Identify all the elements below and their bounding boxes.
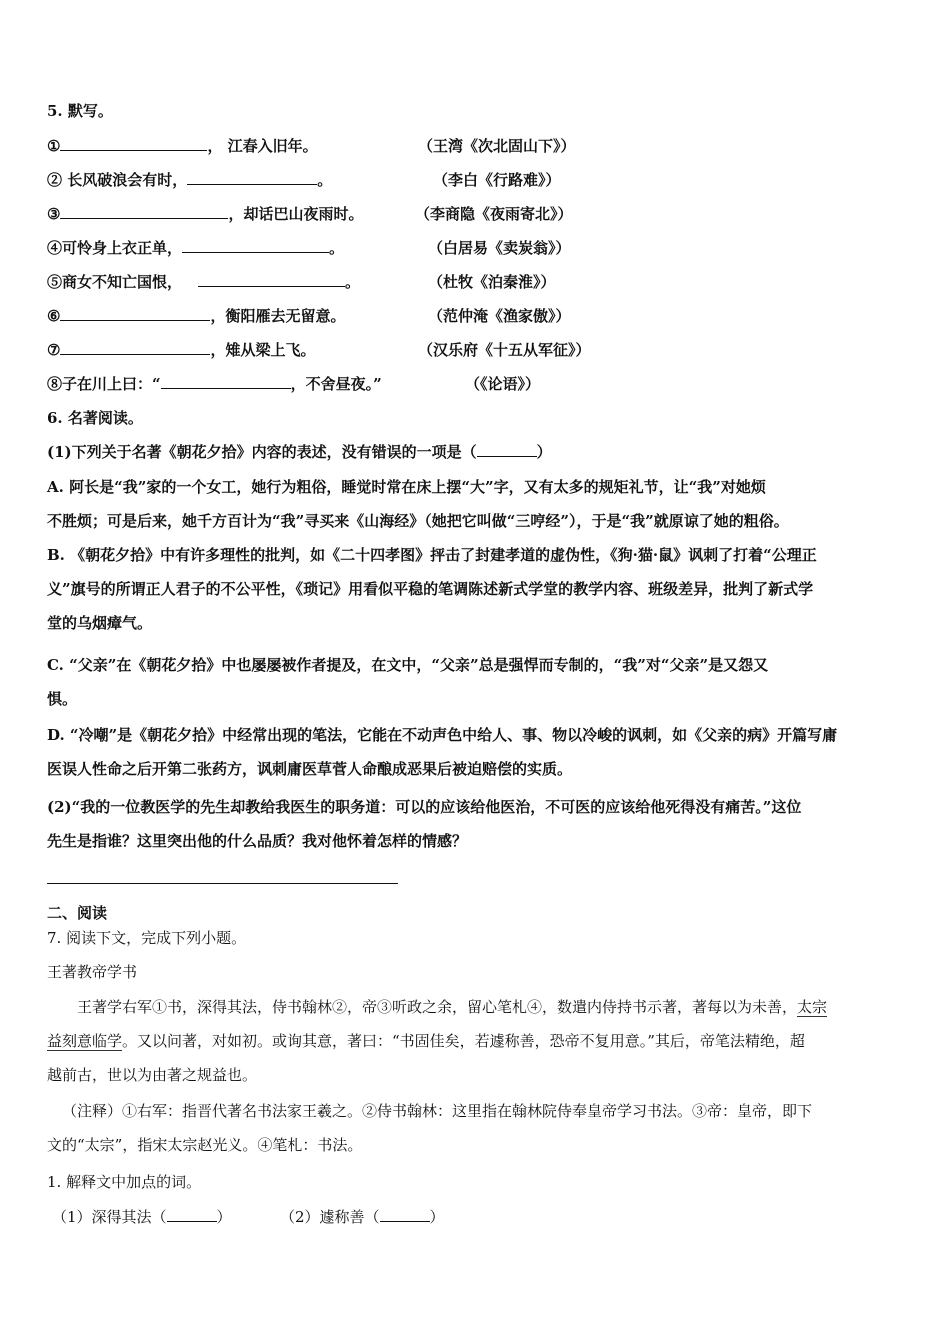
q5-item-3 [47, 204, 363, 224]
answer-blank[interactable] [477, 442, 537, 457]
q5-item-5-text: 。 [345, 273, 361, 291]
q5-item-4 [47, 238, 344, 258]
q6-option-b-line: B. 《朝花夕拾》中有许多理性的批判，如《二十四孝图》抨击了封建孝道的虚伪性，《狗·猫·鼠》讽刺了打着“公理正 [47, 546, 817, 564]
q5-item-3-source: （李商隐《夜雨寄北》） [415, 205, 573, 223]
q5-item-1-prefix: ① [47, 137, 61, 155]
q6-option-a-line: 不胜烦；可是后来，她千方百计为“我”寻买来《山海经》（她把它叫做“三哼经”），于是“我”就原谅了她的粗俗。 [47, 512, 789, 530]
passage-line-2 [47, 1024, 907, 1058]
q6-option-a-line: A. 阿长是“我”家的一个女工，她行为粗俗，睡觉时常在床上摆“大”字，又有太多的规矩礼节，让“我”对她烦 [47, 478, 766, 496]
section-2-title: 二、阅读 [47, 904, 108, 922]
q6-option-a[interactable] [47, 470, 907, 538]
notes [47, 1094, 907, 1162]
q6-option-c-line: 惧。 [47, 690, 78, 708]
q5-item-4-source: （白居易《卖炭翁》） [428, 239, 571, 257]
passage [47, 990, 907, 1092]
q5-item-6 [47, 306, 345, 326]
q5-item-1-source: （王湾《次北固山下》） [418, 137, 576, 155]
q5-item-6-prefix: ⑥ [47, 307, 61, 325]
q5-item-3-prefix: ③ [47, 205, 61, 223]
q6-sub2-line: (2)“我的一位教医学的先生却教给我医生的职务道：可以的应该给他医治，不可医的应该给他死得没有痛苦。”这位 [47, 798, 802, 816]
answer-blank[interactable] [380, 1207, 430, 1222]
q5-item-7-text: ，雉从梁上飞。 [210, 341, 316, 359]
q7-sub1-a-text: （1）深得其法（ [52, 1208, 167, 1226]
answer-blank[interactable] [60, 306, 210, 321]
answer-blank[interactable] [167, 1207, 217, 1222]
answer-blank[interactable] [182, 238, 329, 253]
passage-line-3: 越前古，世以为由著之规益也。 [47, 1066, 258, 1084]
q7-sub1-a-close: ） [216, 1208, 232, 1226]
q6-option-c-line: C. “父亲”在《朝花夕拾》中也屡屡被作者提及，在文中，“父亲”总是强悍而专制的，“我”对“父亲”是又怨又 [47, 656, 769, 674]
passage-underlined-taizong: 太宗 [797, 998, 828, 1016]
q5-item-8-source: （《论语》） [465, 375, 541, 393]
q5-item-8-text: ，不舍昼夜。” [290, 375, 382, 393]
q5-item-4-prefix: ④可怜身上衣正单， [47, 239, 183, 257]
q6-option-b-line: 义”旗号的所谓正人君子的不公平性，《琐记》用看似平稳的笔调陈述新式学堂的教学内容、班级差异，批判了新式学 [47, 580, 814, 598]
q6-sub2-line: 先生是指谁？这里突出他的什么品质？我对他怀着怎样的情感？ [47, 832, 468, 850]
q6-option-d-line: 医误人性命之后开第二张药方，讽刺庸医草菅人命酿成恶果后被迫赔偿的实质。 [47, 760, 573, 778]
q5-item-2-source: （李白《行路难》） [433, 171, 561, 189]
answer-blank[interactable] [161, 374, 291, 389]
q6-sub1 [47, 442, 552, 462]
q7-title: 7. 阅读下文，完成下列小题。 [47, 929, 247, 947]
q5-item-2-prefix: ② 长风破浪会有时， [47, 171, 188, 189]
q5-item-2 [47, 170, 332, 190]
answer-line[interactable] [47, 883, 398, 884]
q5-item-8 [47, 374, 382, 394]
q5-item-1 [47, 136, 318, 156]
q5-item-5-source: （杜牧《泊秦淮》） [428, 273, 556, 291]
q5-item-5-prefix: ⑤商女不知亡国恨， [47, 273, 183, 291]
q7-sub1-a [52, 1207, 232, 1227]
answer-blank[interactable] [60, 340, 210, 355]
q6-option-d-line: D. “冷嘲”是《朝花夕拾》中经常出现的笔法，它能在不动声色中给人、事、物以冷峻的讽刺，如《父亲的病》开篇写庸 [47, 726, 838, 744]
notes-line-2: 文的“太宗”，指宋太宗赵光义。④笔札：书法。 [47, 1136, 363, 1154]
q6-sub2 [47, 790, 907, 858]
q5-item-4-text: 。 [329, 239, 345, 257]
notes-line-1: （注释）①右军：指晋代著名书法家王羲之。②侍书翰林：这里指在翰林院侍奉皇帝学习书法。③帝：皇帝，即下 [62, 1102, 813, 1120]
q5-item-6-text: ，衡阳雁去无留意。 [210, 307, 346, 325]
q7-sub1-title: 1. 解释文中加点的词。 [47, 1173, 202, 1191]
q5-item-3-text: ，却话巴山夜雨时。 [228, 205, 364, 223]
answer-blank[interactable] [60, 136, 207, 151]
q6-sub1-text: (1)下列关于名著《朝花夕拾》内容的表述，没有错误的一项是（ [47, 443, 477, 461]
q7-sub1-b-text: （2）遽称善（ [280, 1208, 380, 1226]
q5-item-1-text: ， 江春入旧年。 [207, 137, 318, 155]
passage-line-1-text: 王著学右军①书，深得其法，侍书翰林②，帝③听政之余，留心笔札④，数遣内侍持书示著，著每以为未善， [77, 998, 798, 1016]
q5-item-2-text: 。 [317, 171, 333, 189]
q6-option-d[interactable] [47, 718, 907, 786]
q7-sub1-b [280, 1207, 445, 1227]
q6-title: 6. 名著阅读。 [47, 409, 143, 427]
passage-title: 王著教帝学书 [47, 963, 138, 981]
answer-blank[interactable] [60, 204, 228, 219]
q5-item-6-source: （范仲淹《渔家傲》） [428, 307, 571, 325]
q6-sub1-close: ） [536, 443, 552, 461]
passage-underlined-phrase: 益刻意临学 [47, 1032, 123, 1050]
q6-option-b[interactable] [47, 538, 907, 640]
passage-line-1 [47, 990, 907, 1024]
q7-sub1-b-close: ） [429, 1208, 445, 1226]
q5-item-7-source: （汉乐府《十五从军征》） [418, 341, 591, 359]
answer-blank[interactable] [187, 170, 317, 185]
q5-title: 5. 默写。 [47, 102, 113, 120]
q5-item-5 [47, 272, 360, 292]
q6-option-c[interactable] [47, 648, 907, 716]
passage-line-2-text: 。又以问著，对如初。或询其意，著曰：“书固佳矣，若遽称善，恐帝不复用意。”其后，帝笔法精绝，超 [122, 1032, 805, 1050]
q5-item-7-prefix: ⑦ [47, 341, 61, 359]
q5-item-7 [47, 340, 315, 360]
answer-blank[interactable] [198, 272, 345, 287]
q5-item-8-prefix: ⑧子在川上曰：“ [47, 375, 161, 393]
q6-option-b-line: 堂的乌烟瘴气。 [47, 614, 153, 632]
